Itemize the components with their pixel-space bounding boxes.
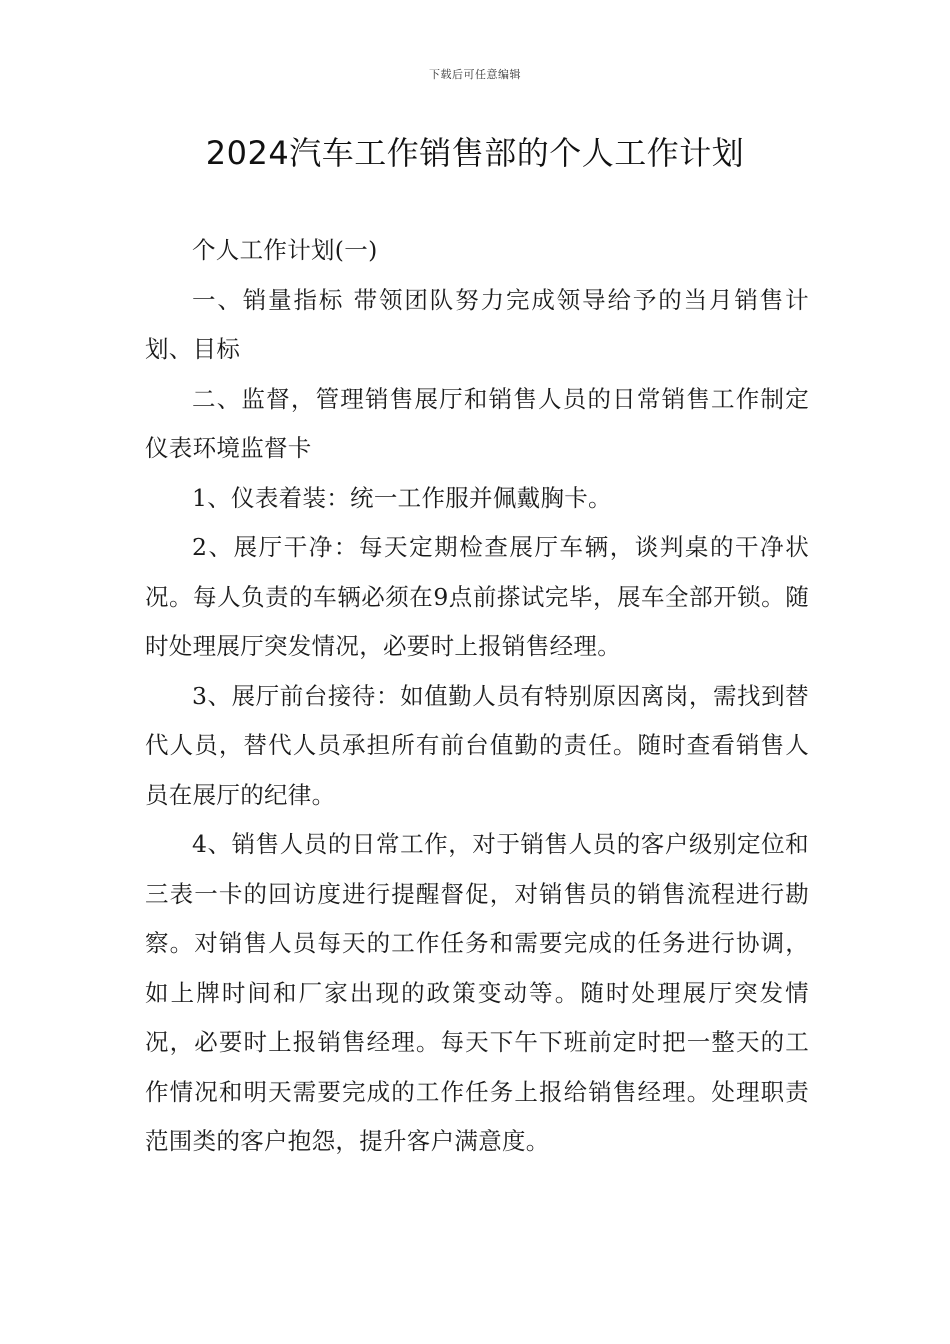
paragraph-plan-heading: 个人工作计划(一) xyxy=(192,236,378,264)
paragraph-supervision: 二、监督，管理销售展厅和销售人员的日常销售工作制定仪表环境监督卡 xyxy=(145,384,809,462)
paragraph-dress-code: 1、仪表着装：统一工作服并佩戴胸卡。 xyxy=(192,483,612,512)
paragraph-sales-target: 一、销量指标 带领团队努力完成领导给予的当月销售计划、目标 xyxy=(145,285,809,363)
paragraph-showroom-clean: 2、展厅干净：每天定期检查展厅车辆，谈判桌的干净状况。每人负责的车辆必须在9点前搽试完毕，展车全部开锁。随时处理展厅突发情况，必要时上报销售经理。 xyxy=(145,533,809,660)
document-title: 2024汽车工作销售部的个人工作计划 xyxy=(205,134,745,172)
header-note: 下载后可任意编辑 xyxy=(429,68,521,81)
paragraph-daily-work: 4、销售人员的日常工作，对于销售人员的客户级别定位和三表一卡的回访度进行提醒督促，对销售员的销售流程进行勘察。对销售人员每天的工作任务和需要完成的任务进行协调，如上牌时间和厂家出现的政策变动等。随时处理展厅突发情况，必要时上报销售经理。每天下午下班前定时把一整天的工作情况和明天需要完成的工作任务上报给销售经理。处理职责范围类的客户抱怨，提升客户满意度。 xyxy=(145,830,809,1155)
paragraph-front-desk: 3、展厅前台接待：如值勤人员有特别原因离岗，需找到替代人员，替代人员承担所有前台值勤的责任。随时查看销售人员在展厅的纪律。 xyxy=(145,681,809,809)
document-body xyxy=(145,226,809,1167)
